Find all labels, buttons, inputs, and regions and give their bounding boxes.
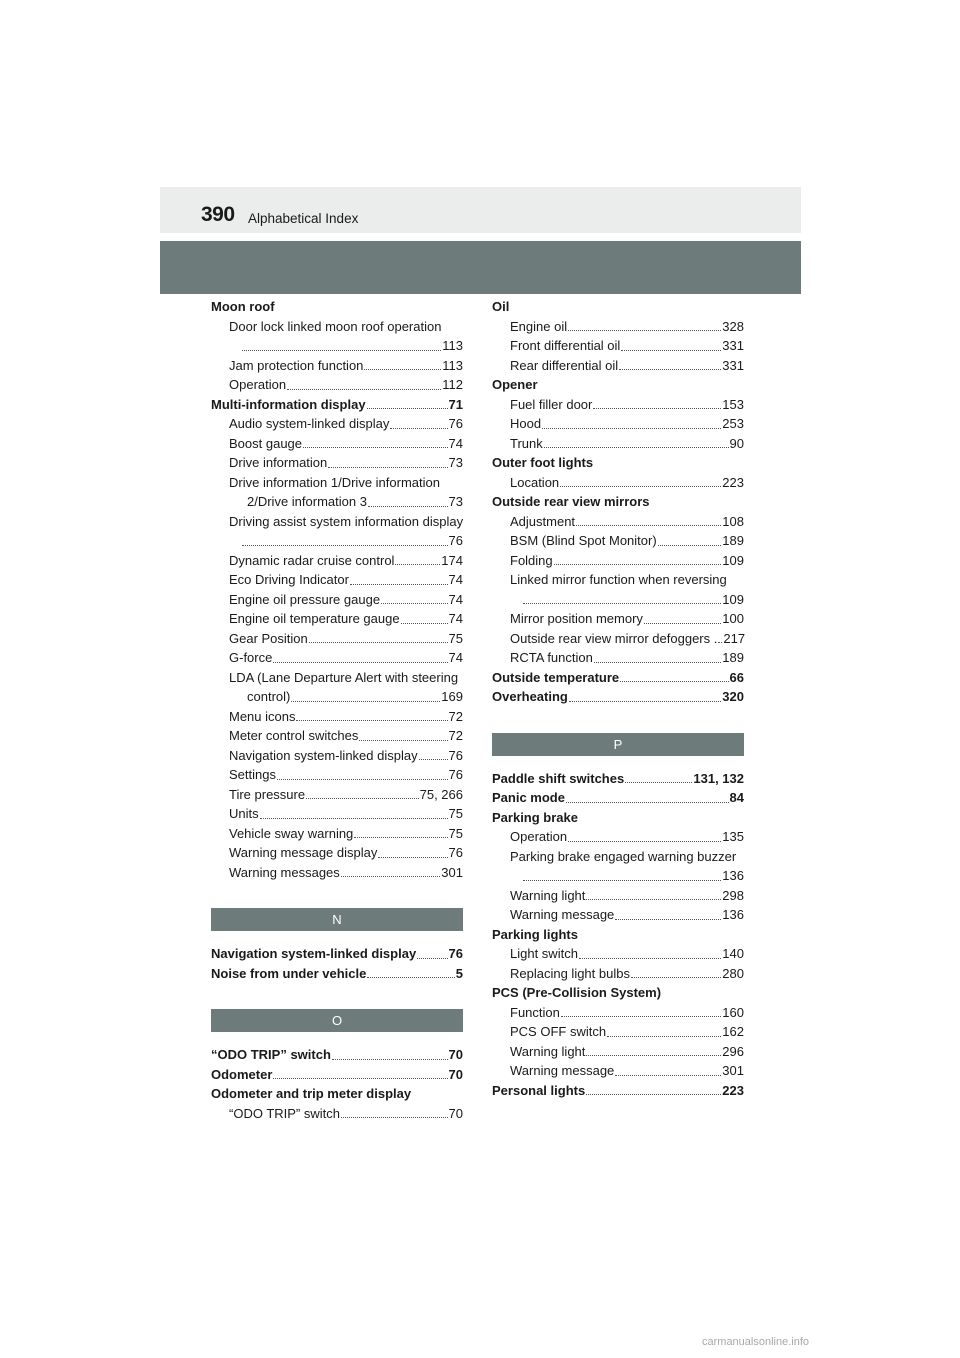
dot-leader: [417, 958, 447, 959]
index-subentry: [211, 492, 463, 512]
header-band: [160, 241, 801, 294]
index-subentry: [211, 726, 463, 746]
dot-leader: [359, 740, 447, 741]
index-entry: [492, 453, 744, 473]
index-subentry: [211, 687, 463, 707]
index-subentry: [492, 944, 744, 964]
page-reference: 76: [448, 767, 463, 782]
entry-label: G-force: [229, 650, 273, 665]
entry-label: Driving assist system information display: [229, 513, 464, 529]
page-reference: 71: [448, 396, 463, 412]
entry-label: Overheating: [492, 689, 568, 704]
dot-leader: [579, 958, 721, 959]
page-reference: 74: [448, 611, 463, 626]
index-entry: [492, 375, 744, 395]
index-subentry: [492, 827, 744, 847]
entry-label: control): [247, 689, 291, 704]
dot-leader: [328, 467, 447, 468]
page-reference: 223: [722, 474, 744, 490]
dot-leader: [615, 1075, 721, 1076]
dot-leader: [586, 1094, 721, 1095]
entry-label: Parking lights: [492, 926, 578, 942]
page-reference: 76: [448, 533, 463, 548]
index-subentry: [211, 434, 463, 454]
dot-leader: [368, 506, 448, 507]
entry-label: “ODO TRIP” switch: [229, 1105, 340, 1121]
dot-leader: [341, 876, 441, 877]
page-reference: 100: [722, 611, 744, 626]
index-column-right: [492, 297, 744, 1100]
page-reference: 74: [448, 435, 463, 451]
dot-leader: [291, 701, 440, 702]
entry-label: Outside rear view mirrors: [492, 494, 650, 509]
page-reference: 253: [722, 416, 744, 431]
index-letter-heading: P: [492, 733, 744, 756]
index-letter-heading: N: [211, 908, 463, 931]
index-subentry: [211, 317, 463, 337]
dot-leader: [718, 642, 722, 643]
entry-label: Adjustment: [510, 513, 576, 529]
entry-label: Location: [510, 474, 560, 490]
dot-leader: [303, 447, 448, 448]
index-subentry: [492, 414, 744, 434]
entry-label: Panic mode: [492, 790, 565, 805]
index-subentry: [211, 414, 463, 434]
entry-label: Warning message: [510, 907, 615, 922]
index-subentry: [492, 336, 744, 356]
dot-leader: [586, 899, 721, 900]
index-entry: [492, 297, 744, 317]
index-entry: [492, 769, 744, 789]
index-subentry: [492, 317, 744, 337]
index-entry: [492, 1081, 744, 1101]
index-entry: [492, 668, 744, 688]
page-reference: 74: [448, 591, 463, 607]
page-reference: 76: [448, 946, 463, 961]
page-reference: 75: [448, 825, 463, 841]
dot-leader: [554, 564, 722, 565]
page-reference: 113: [442, 357, 463, 373]
entry-label: Drive information: [229, 455, 328, 470]
page-reference: 84: [729, 790, 744, 805]
entry-label: Vehicle sway warning: [229, 825, 354, 841]
entry-label: Parking brake: [492, 809, 578, 825]
dot-leader: [620, 681, 728, 682]
dot-leader: [631, 977, 721, 978]
dot-leader: [644, 623, 721, 624]
dot-leader: [242, 350, 441, 351]
index-subentry: [492, 964, 744, 984]
page-reference: 331: [722, 338, 744, 353]
entry-label: Personal lights: [492, 1082, 586, 1098]
entry-label: Drive information 1/Drive information: [229, 474, 440, 490]
dot-leader: [523, 880, 721, 881]
page-reference: 73: [448, 455, 463, 470]
entry-label: Linked mirror function when reversing: [510, 572, 727, 587]
page-reference: 217: [723, 630, 746, 646]
entry-label: BSM (Blind Spot Monitor): [510, 533, 657, 548]
dot-leader: [350, 584, 448, 585]
dot-leader: [306, 798, 419, 799]
index-subentry: [211, 785, 463, 805]
page-reference: 76: [448, 416, 463, 431]
entry-label: Hood: [510, 416, 542, 431]
dot-leader: [273, 662, 447, 663]
dot-leader: [593, 408, 721, 409]
dot-leader: [381, 603, 447, 604]
index-subentry: [492, 551, 744, 571]
dot-leader: [621, 350, 721, 351]
dot-leader: [569, 701, 721, 702]
index-entry: [492, 983, 744, 1003]
entry-label: Operation: [229, 377, 287, 392]
index-entry: [492, 808, 744, 828]
index-entry: [492, 925, 744, 945]
entry-label: Folding: [510, 552, 553, 568]
entry-label: Parking brake engaged warning buzzer: [510, 848, 737, 864]
entry-label: Engine oil: [510, 318, 568, 334]
entry-label: 2/Drive information 3: [247, 494, 367, 509]
page-reference: 112: [442, 377, 463, 392]
index-subentry: [211, 453, 463, 473]
dot-leader: [287, 389, 441, 390]
entry-label: Boost gauge: [229, 435, 303, 451]
page-reference: 109: [722, 591, 744, 607]
index-subentry: [492, 1042, 744, 1062]
page-reference: 131, 132: [693, 770, 744, 786]
section-title: Alphabetical Index: [248, 211, 359, 226]
page-reference: 328: [722, 318, 744, 334]
page-reference: 140: [722, 946, 744, 961]
entry-label: Navigation system-linked display: [229, 747, 418, 763]
dot-leader: [378, 857, 447, 858]
index-entry: [211, 1065, 463, 1085]
entry-label: Door lock linked moon roof operation: [229, 318, 442, 334]
entry-label: Dynamic radar cruise control: [229, 552, 395, 568]
page-reference: 136: [722, 907, 744, 922]
watermark: carmanualsonline.info: [702, 1336, 810, 1348]
page-reference: 174: [441, 552, 463, 568]
dot-leader: [296, 720, 447, 721]
dot-leader: [277, 779, 448, 780]
index-subentry: [211, 531, 463, 551]
index-subentry: [492, 866, 744, 886]
entry-label: PCS OFF switch: [510, 1024, 607, 1039]
dot-leader: [594, 662, 721, 663]
entry-label: Fuel filler door: [510, 396, 593, 412]
page-reference: 296: [722, 1043, 744, 1059]
page-reference: 5: [455, 965, 463, 981]
index-subentry: [211, 843, 463, 863]
page-reference: 223: [722, 1082, 744, 1098]
index-subentry: [492, 1061, 744, 1081]
dot-leader: [364, 369, 441, 370]
index-subentry: [211, 746, 463, 766]
dot-leader: [401, 623, 448, 624]
dot-leader: [568, 330, 721, 331]
index-subentry: [211, 551, 463, 571]
page-number: 390: [201, 203, 235, 226]
index-subentry: [492, 1003, 744, 1023]
entry-label: Oil: [492, 299, 510, 314]
index-subentry: [492, 570, 744, 590]
index-subentry: [492, 1022, 744, 1042]
index-entry: [492, 492, 744, 512]
entry-label: PCS (Pre-Collision System): [492, 985, 662, 1000]
index-subentry: [492, 886, 744, 906]
entry-label: RCTA function: [510, 650, 593, 665]
dot-leader: [367, 977, 454, 978]
page-reference: 169: [441, 689, 463, 704]
index-subentry: [211, 629, 463, 649]
page-reference: 75: [448, 806, 463, 821]
entry-label: Meter control switches: [229, 728, 359, 743]
index-subentry: [211, 765, 463, 785]
index-subentry: [211, 648, 463, 668]
index-subentry: [211, 570, 463, 590]
entry-label: Settings: [229, 767, 276, 782]
index-entry: [211, 944, 463, 964]
entry-label: Warning light: [510, 1043, 586, 1059]
dot-leader: [542, 428, 721, 429]
page-reference: 74: [448, 650, 463, 665]
index-subentry: [211, 356, 463, 376]
dot-leader: [566, 802, 729, 803]
index-entry: [492, 788, 744, 808]
page-reference: 280: [722, 965, 744, 981]
entry-label: Units: [229, 806, 259, 821]
dot-leader: [607, 1036, 721, 1037]
page-reference: 75: [448, 630, 463, 646]
entry-label: LDA (Lane Departure Alert with steering: [229, 669, 459, 685]
page-reference: 72: [448, 708, 463, 724]
page-reference: 70: [448, 1047, 463, 1062]
page-reference: 301: [441, 864, 463, 880]
page-reference: 108: [722, 513, 744, 529]
index-subentry: [492, 434, 744, 454]
index-entry: [211, 297, 463, 317]
index-subentry: [492, 590, 744, 610]
index-subentry: [211, 336, 463, 356]
dot-leader: [658, 545, 722, 546]
page-reference: 136: [722, 868, 744, 883]
index-subentry: [211, 473, 463, 493]
index-subentry: [211, 707, 463, 727]
page-reference: 160: [722, 1004, 744, 1020]
page-reference: 189: [722, 533, 744, 548]
entry-label: Mirror position memory: [510, 611, 643, 626]
entry-label: Multi-information display: [211, 396, 366, 412]
dot-leader: [341, 1117, 448, 1118]
index-subentry: [492, 847, 744, 867]
page-reference: 135: [722, 829, 744, 844]
page-reference: 70: [448, 1066, 463, 1082]
dot-leader: [390, 428, 447, 429]
page-reference: 113: [442, 338, 463, 353]
entry-label: Audio system-linked display: [229, 416, 390, 431]
dot-leader: [544, 447, 729, 448]
index-column-left: [211, 297, 463, 1123]
page-reference: 70: [448, 1105, 463, 1121]
entry-label: Navigation system-linked display: [211, 946, 417, 961]
index-subentry: [211, 375, 463, 395]
page-reference: 189: [722, 650, 744, 665]
entry-label: Rear differential oil: [510, 357, 619, 373]
index-subentry: [211, 804, 463, 824]
page-reference: 73: [448, 494, 463, 509]
entry-label: Outer foot lights: [492, 455, 594, 470]
entry-label: Front differential oil: [510, 338, 621, 353]
index-letter-heading: O: [211, 1009, 463, 1032]
index-subentry: [492, 609, 744, 629]
index-subentry: [211, 609, 463, 629]
dot-leader: [242, 545, 448, 546]
entry-label: Operation: [510, 829, 568, 844]
dot-leader: [568, 841, 721, 842]
entry-label: Warning message: [510, 1063, 615, 1078]
header-bar: [160, 187, 801, 233]
entry-label: Function: [510, 1004, 560, 1020]
index-subentry: [492, 395, 744, 415]
index-subentry: [211, 668, 463, 688]
index-subentry: [492, 905, 744, 925]
entry-label: Odometer and trip meter display: [211, 1086, 412, 1101]
dot-leader: [561, 1016, 721, 1017]
dot-leader: [395, 564, 440, 565]
entry-label: Warning messages: [229, 864, 340, 880]
entry-label: Gear Position: [229, 630, 308, 646]
dot-leader: [576, 525, 721, 526]
page-reference: 66: [729, 669, 744, 685]
entry-label: Menu icons: [229, 708, 296, 724]
dot-leader: [367, 408, 448, 409]
page-reference: 76: [448, 747, 463, 763]
entry-label: Opener: [492, 377, 538, 392]
entry-label: “ODO TRIP” switch: [211, 1047, 331, 1062]
entry-label: Jam protection function: [229, 357, 364, 373]
dot-leader: [332, 1059, 448, 1060]
page-reference: 90: [729, 435, 744, 451]
page-reference: 109: [722, 552, 744, 568]
dot-leader: [273, 1078, 447, 1079]
entry-label: Warning message display: [229, 845, 378, 860]
entry-label: Moon roof: [211, 299, 275, 314]
entry-label: Outside rear view mirror defoggers .: [510, 630, 718, 646]
page-reference: 74: [448, 572, 463, 587]
index-entry: [492, 687, 744, 707]
dot-leader: [619, 369, 721, 370]
entry-label: Odometer: [211, 1066, 273, 1082]
dot-leader: [625, 782, 692, 783]
index-subentry: [492, 512, 744, 532]
index-entry: [211, 1084, 463, 1104]
dot-leader: [309, 642, 448, 643]
index-subentry: [211, 590, 463, 610]
index-entry: [211, 395, 463, 415]
entry-label: Tire pressure: [229, 786, 306, 802]
entry-label: Replacing light bulbs: [510, 965, 630, 981]
entry-label: Eco Driving Indicator: [229, 572, 349, 587]
index-subentry: [492, 629, 744, 649]
dot-leader: [419, 759, 448, 760]
index-subentry: [492, 531, 744, 551]
page-reference: 75, 266: [419, 786, 463, 802]
dot-leader: [354, 837, 447, 838]
index-subentry: [211, 824, 463, 844]
dot-leader: [523, 603, 721, 604]
page-reference: 72: [448, 728, 463, 743]
index-subentry: [211, 863, 463, 883]
index-entry: [211, 964, 463, 984]
entry-label: Engine oil pressure gauge: [229, 591, 381, 607]
index-subentry: [492, 648, 744, 668]
page-reference: 331: [722, 357, 744, 373]
index-subentry: [492, 356, 744, 376]
index-subentry: [211, 512, 463, 532]
page-reference: 301: [722, 1063, 744, 1078]
dot-leader: [260, 818, 448, 819]
page-reference: 153: [722, 396, 744, 412]
entry-label: Outside temperature: [492, 669, 620, 685]
page-reference: 76: [448, 845, 463, 860]
index-subentry: [492, 473, 744, 493]
entry-label: Engine oil temperature gauge: [229, 611, 400, 626]
dot-leader: [615, 919, 721, 920]
page-reference: 162: [722, 1024, 744, 1039]
index-subentry: [211, 1104, 463, 1124]
index-entry: [211, 1045, 463, 1065]
entry-label: Warning light: [510, 887, 586, 903]
entry-label: Trunk: [510, 435, 543, 451]
dot-leader: [586, 1055, 721, 1056]
entry-label: Light switch: [510, 946, 578, 961]
page-reference: 320: [722, 689, 744, 704]
dot-leader: [560, 486, 721, 487]
entry-label: Paddle shift switches: [492, 770, 625, 786]
entry-label: Noise from under vehicle: [211, 965, 367, 981]
page-reference: 298: [722, 887, 744, 903]
